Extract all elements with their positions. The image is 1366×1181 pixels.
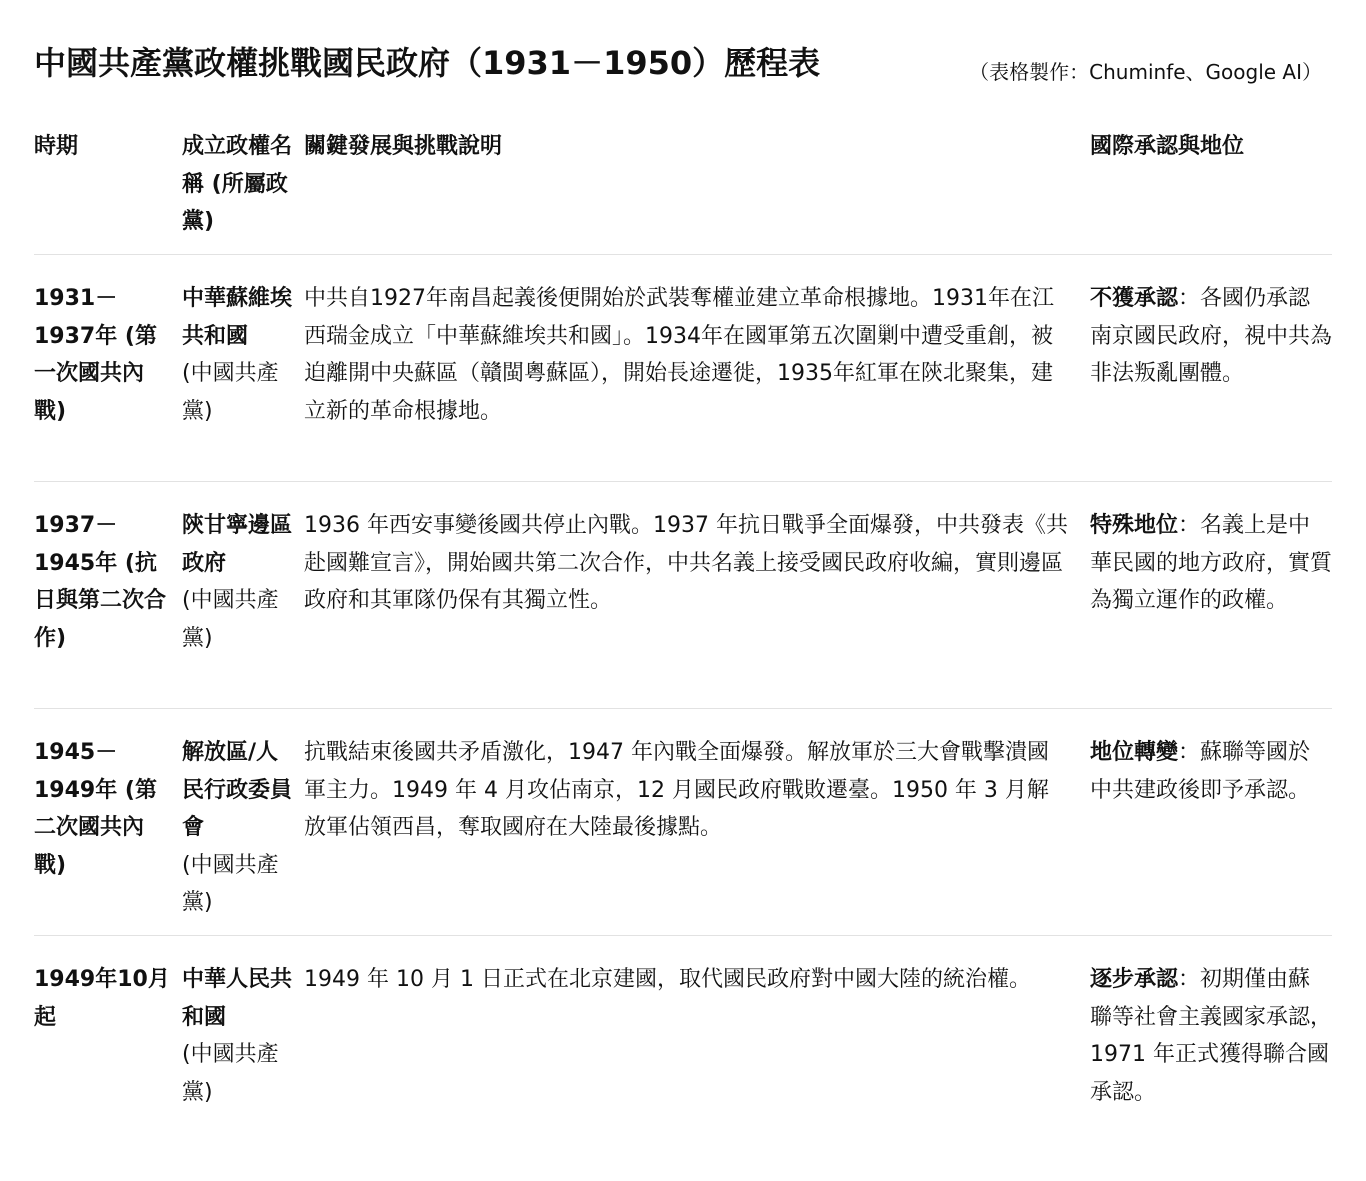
history-table — [34, 128, 1332, 1126]
regime-party: (中國共產黨) — [182, 852, 279, 915]
regime-name: 陝甘寧邊區政府 — [182, 513, 293, 576]
description-cell: 中共自1927年南昌起義後便開始於武裝奪權並建立革命根據地。1931年在江西瑞金成立「中華蘇維埃共和國」。1934年在國軍第五次圍剿中遭受重創，被迫離開中央蘇區（贛閩粵蘇區），開始長途遷徙，1935年紅軍在陝北聚集，建立新的革命根據地。 — [304, 286, 1054, 424]
table-row — [34, 255, 1332, 482]
regime-name: 中華蘇維埃共和國 — [182, 286, 293, 349]
status-label: 不獲承認 — [1090, 286, 1179, 311]
regime-party: (中國共產黨) — [182, 361, 279, 424]
status-cell — [1090, 280, 1332, 481]
status-text: ：蘇聯等國於中共建政後即予承認。 — [1090, 740, 1311, 803]
regime-cell — [182, 734, 304, 935]
table-header-row — [34, 128, 1332, 255]
column-header-status: 國際承認與地位 — [1090, 134, 1245, 159]
status-text: ：名義上是中華民國的地方政府，實質為獨立運作的政權。 — [1090, 513, 1333, 613]
description-cell: 1949 年 10 月 1 日正式在北京建國，取代國民政府對中國大陸的統治權。 — [304, 967, 1031, 992]
table-row — [34, 936, 1332, 1126]
period-cell: 1945－1949年 (第二次國共內戰) — [34, 740, 157, 878]
regime-party: (中國共產黨) — [182, 1042, 279, 1105]
column-header-description: 關鍵發展與挑戰說明 — [304, 134, 503, 159]
status-label: 特殊地位 — [1090, 513, 1179, 538]
period-cell: 1949年10月起 — [34, 967, 170, 1030]
period-cell: 1931－1937年 (第一次國共內戰) — [34, 286, 157, 424]
status-label: 逐步承認 — [1090, 967, 1179, 992]
status-cell — [1090, 734, 1332, 935]
description-cell: 抗戰結束後國共矛盾激化，1947 年內戰全面爆發。解放軍於三大會戰擊潰國軍主力。1949 年 4 月攻佔南京，12 月國民政府戰敗遷臺。1950 年 3 月解放軍佔領西昌，奪取國府在大陸最後據點。 — [304, 740, 1049, 840]
period-cell: 1937－1945年 (抗日與第二次合作) — [34, 513, 167, 651]
regime-name: 解放區/人民行政委員會 — [182, 740, 293, 840]
column-header-period: 時期 — [34, 134, 79, 159]
status-label: 地位轉變 — [1090, 740, 1179, 765]
regime-party: (中國共產黨) — [182, 588, 279, 651]
page-title: 中國共產黨政權挑戰國民政府（1931－1950）歷程表 — [34, 44, 821, 82]
regime-cell — [182, 280, 304, 481]
status-text: ：各國仍承認南京國民政府，視中共為非法叛亂團體。 — [1090, 286, 1333, 386]
regime-cell — [182, 961, 304, 1126]
description-cell: 1936 年西安事變後國共停止內戰。1937 年抗日戰爭全面爆發，中共發表《共赴國難宣言》，開始國共第二次合作，中共名義上接受國民政府收編，實則邊區政府和其軍隊仍保有其獨立性。 — [304, 513, 1068, 613]
column-header-regime: 成立政權名稱 (所屬政黨) — [182, 134, 293, 234]
table-row — [34, 709, 1332, 936]
status-cell — [1090, 507, 1332, 708]
status-cell — [1090, 961, 1332, 1126]
regime-name: 中華人民共和國 — [182, 967, 293, 1030]
regime-cell — [182, 507, 304, 708]
table-row — [34, 482, 1332, 709]
status-text: ：初期僅由蘇聯等社會主義國家承認，1971 年正式獲得聯合國承認。 — [1090, 967, 1333, 1105]
table-credit: （表格製作：Chuminfe、Google AI） — [969, 60, 1322, 84]
